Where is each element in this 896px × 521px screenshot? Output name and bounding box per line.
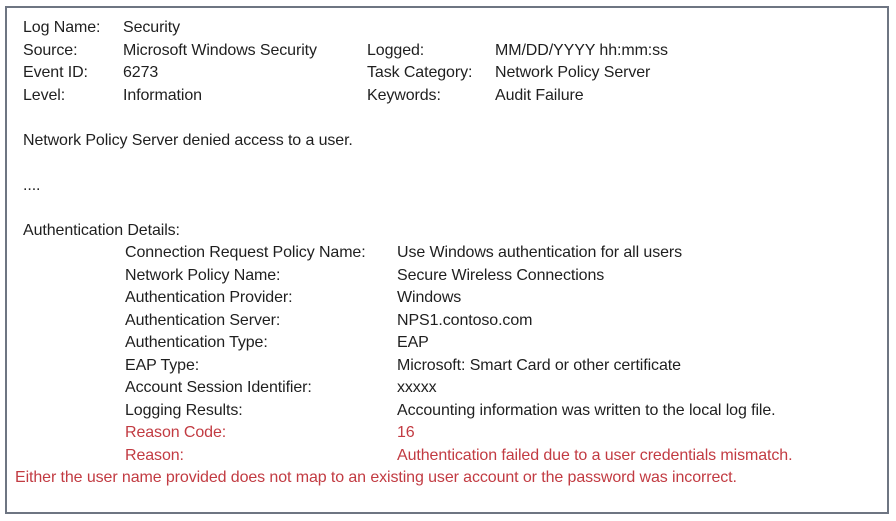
field-value: Authentication failed due to a user credentials mismatch.: [397, 446, 793, 464]
field-value: MM/DD/YYYY hh:mm:ss: [495, 41, 668, 59]
event-log-box: [5, 6, 889, 514]
reason-detail-text: Either the user name provided does not map to an existing user account or the password was incorrect.: [15, 469, 737, 486]
field-label: Authentication Type:: [125, 334, 268, 351]
auth-row: [23, 242, 877, 265]
field-label: Task Category:: [367, 64, 473, 81]
field-value: Information: [123, 86, 202, 104]
auth-row-reason: [23, 445, 877, 468]
field-label: Source:: [23, 41, 78, 59]
field-value: NPS1.contoso.com: [397, 311, 533, 329]
event-description: Network Policy Server denied access to a user.: [23, 131, 353, 149]
header-row-log-name: [23, 17, 877, 40]
field-value: Secure Wireless Connections: [397, 266, 605, 284]
header-row-level: [23, 85, 877, 108]
field-label: Level:: [23, 86, 66, 104]
event-log-content: [7, 8, 887, 490]
header-row-event-id: [23, 62, 877, 85]
auth-row: [23, 377, 877, 400]
spacer: [23, 107, 877, 130]
ellipsis-line: ....: [23, 176, 41, 194]
field-label: Authentication Server:: [125, 311, 281, 329]
field-label: Logging Results:: [125, 401, 243, 419]
auth-row: [23, 355, 877, 378]
auth-row-reason-code: [23, 422, 877, 445]
header-row-source: [23, 40, 877, 63]
field-value: 16: [397, 424, 415, 441]
field-value: Microsoft: Smart Card or other certificate: [397, 356, 681, 374]
auth-row: [23, 332, 877, 355]
auth-row: [23, 265, 877, 288]
field-label: Network Policy Name:: [125, 266, 281, 284]
field-label: EAP Type:: [125, 356, 200, 374]
field-label: Event ID:: [23, 64, 88, 81]
field-value: Security: [123, 19, 180, 36]
spacer: [23, 197, 877, 220]
field-label: Connection Request Policy Name:: [125, 244, 366, 261]
field-label: Authentication Provider:: [125, 289, 293, 306]
field-label: Account Session Identifier:: [125, 379, 312, 396]
auth-details-heading: Authentication Details:: [23, 221, 180, 239]
field-label: Reason Code:: [125, 424, 227, 441]
field-label: Reason:: [125, 446, 184, 464]
field-value: Use Windows authentication for all users: [397, 244, 683, 261]
field-value: EAP: [397, 334, 429, 351]
spacer: [23, 152, 877, 175]
field-value: xxxxx: [397, 379, 437, 396]
auth-row: [23, 310, 877, 333]
field-value: Windows: [397, 289, 462, 306]
field-label: Logged:: [367, 41, 425, 59]
field-value: Audit Failure: [495, 86, 584, 104]
field-label: Keywords:: [367, 86, 441, 104]
auth-row: [23, 400, 877, 423]
field-value: 6273: [123, 64, 159, 81]
field-label: Log Name:: [23, 19, 101, 36]
field-value: Network Policy Server: [495, 64, 651, 81]
field-value: Accounting information was written to the local log file.: [397, 401, 776, 419]
field-value: Microsoft Windows Security: [123, 41, 317, 59]
auth-row: [23, 287, 877, 310]
